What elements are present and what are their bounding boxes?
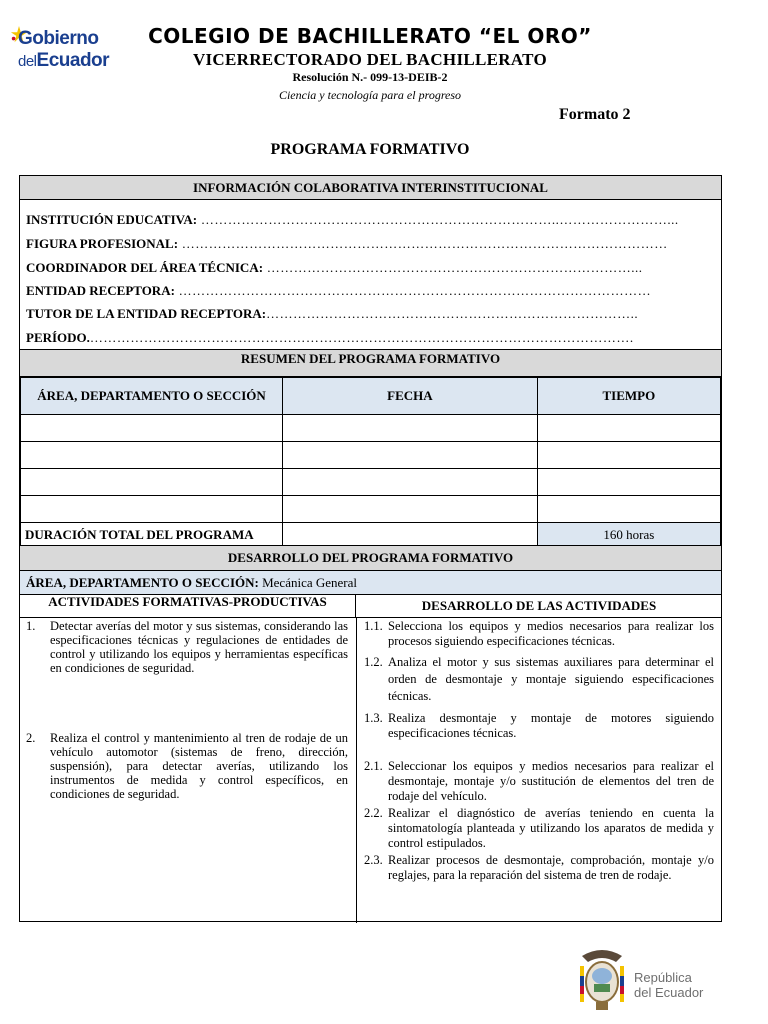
republica-text: República del Ecuador <box>634 970 704 1000</box>
gobierno-ecuador-logo <box>10 24 120 74</box>
table-cell[interactable] <box>283 442 538 469</box>
table-cell[interactable] <box>537 469 720 496</box>
table-row <box>21 442 721 469</box>
total-value: 160 horas <box>537 523 720 548</box>
table-row <box>21 496 721 523</box>
col-header-fecha: FECHA <box>283 378 538 415</box>
list-item: 1.1. Selecciona los equipos y medios necesarios para realizar los procesos siguiendo especificaciones técnicas. <box>364 619 714 648</box>
list-item: 2.1. Seleccionar los equipos y medios necesarios para realizar el desmontaje, montaje y/o sustitución de elementos del tren de rodaje del vehículo. <box>364 759 714 803</box>
divider <box>356 617 722 618</box>
table-cell[interactable] <box>537 442 720 469</box>
info-section-heading: INFORMACIÓN COLABORATIVA INTERINSTITUCIONAL <box>20 176 721 200</box>
motto-text: Ciencia y tecnología para el progreso <box>278 88 462 102</box>
republica-ecuador-logo <box>574 946 724 1016</box>
table-cell[interactable] <box>537 415 720 442</box>
table-cell[interactable] <box>21 415 283 442</box>
summary-table <box>20 377 721 548</box>
table-cell[interactable] <box>21 496 283 523</box>
col-header-area: ÁREA, DEPARTAMENTO O SECCIÓN <box>21 378 283 415</box>
info-line-coordinador[interactable]: COORDINADOR DEL ÁREA TÉCNICA: ………………………………………………………………………... <box>26 260 643 275</box>
summary-section-heading: RESUMEN DEL PROGRAMA FORMATIVO <box>20 349 721 377</box>
info-line-tutor[interactable]: TUTOR DE LA ENTIDAD RECEPTORA:……………………………………………………………………….. <box>26 306 639 321</box>
info-line-institucion[interactable]: INSTITUCIÓN EDUCATIVA: ……………………………………………………………………..……………………... <box>26 212 679 227</box>
vicerrectorado-subtitle: VICERRECTORADO DEL BACHILLERATO <box>192 50 548 69</box>
info-line-entidad[interactable]: ENTIDAD RECEPTORA: …………………………………………………………………………………………… <box>26 283 652 298</box>
resolution-text: Resolución N.- 099-13-DEIB-2 <box>292 70 448 84</box>
table-cell[interactable] <box>283 415 538 442</box>
table-cell[interactable] <box>283 469 538 496</box>
divider <box>356 617 357 923</box>
list-item: 2.2. Realizar el diagnóstico de averías teniendo en cuenta la sintomatología planteada y utilizando los aparatos de medida y control estipulados. <box>364 806 714 850</box>
area-row: ÁREA, DEPARTAMENTO O SECCIÓN: Mecánica General <box>20 571 721 595</box>
logo-text-line1: Gobierno <box>18 28 99 49</box>
coat-of-arms-icon <box>574 946 630 1014</box>
col-header-tiempo: TIEMPO <box>537 378 720 415</box>
col-header-actividades: ACTIVIDADES FORMATIVAS-PRODUCTIVAS <box>20 595 356 617</box>
formato-label: Formato 2 <box>559 106 631 123</box>
total-row <box>21 523 721 548</box>
list-item: 1. Detectar averías del motor y sus sistemas, considerando las especificaciones técnicas y regulaciones de entidades de control y utilizando los equipos y herramientas específicas en condiciones de seguridad. <box>26 619 348 675</box>
development-section-heading: DESARROLLO DEL PROGRAMA FORMATIVO <box>20 545 721 571</box>
school-title: COLEGIO DE BACHILLERATO “EL ORO” <box>148 24 592 48</box>
table-row <box>21 469 721 496</box>
list-item: 1.2. Analiza el motor y sus sistemas auxiliares para determinar el orden de desmontaje y montaje siguiendo especificaciones técnicas. <box>364 655 714 703</box>
table-cell[interactable] <box>283 496 538 523</box>
total-label: DURACIÓN TOTAL DEL PROGRAMA <box>21 523 283 548</box>
details-list <box>364 619 714 883</box>
table-cell[interactable] <box>21 442 283 469</box>
logo-text-line2: delEcuador <box>18 50 110 71</box>
form-frame <box>19 175 722 922</box>
col-header-desarrollo: DESARROLLO DE LAS ACTIVIDADES <box>421 598 657 613</box>
table-cell[interactable] <box>537 496 720 523</box>
divider <box>20 617 356 618</box>
table-cell[interactable] <box>21 469 283 496</box>
table-row <box>21 415 721 442</box>
list-item: 2.3. Realizar procesos de desmontaje, comprobación, montaje y/o reglajes, para la reparación del sistema de tren de rodaje. <box>364 853 714 882</box>
list-item: 1.3. Realiza desmontaje y montaje de motores siguiendo especificaciones técnicas. <box>364 711 714 740</box>
document-title: PROGRAMA FORMATIVO <box>270 141 470 158</box>
list-item: 2. Realiza el control y mantenimiento al tren de rodaje de un vehículo automotor (sistemas de freno, dirección, suspensión), para detectar averías, utilizando los instrumentos de medida y control específicos, en condiciones de seguridad. <box>26 731 348 801</box>
info-line-periodo[interactable]: PERÍODO.…………………………………………………………………………………………………………. <box>26 330 634 345</box>
activities-list <box>26 619 348 801</box>
total-fecha-cell[interactable] <box>283 523 538 548</box>
info-line-figura[interactable]: FIGURA PROFESIONAL: ……………………………………………………………………………………………… <box>26 236 668 251</box>
